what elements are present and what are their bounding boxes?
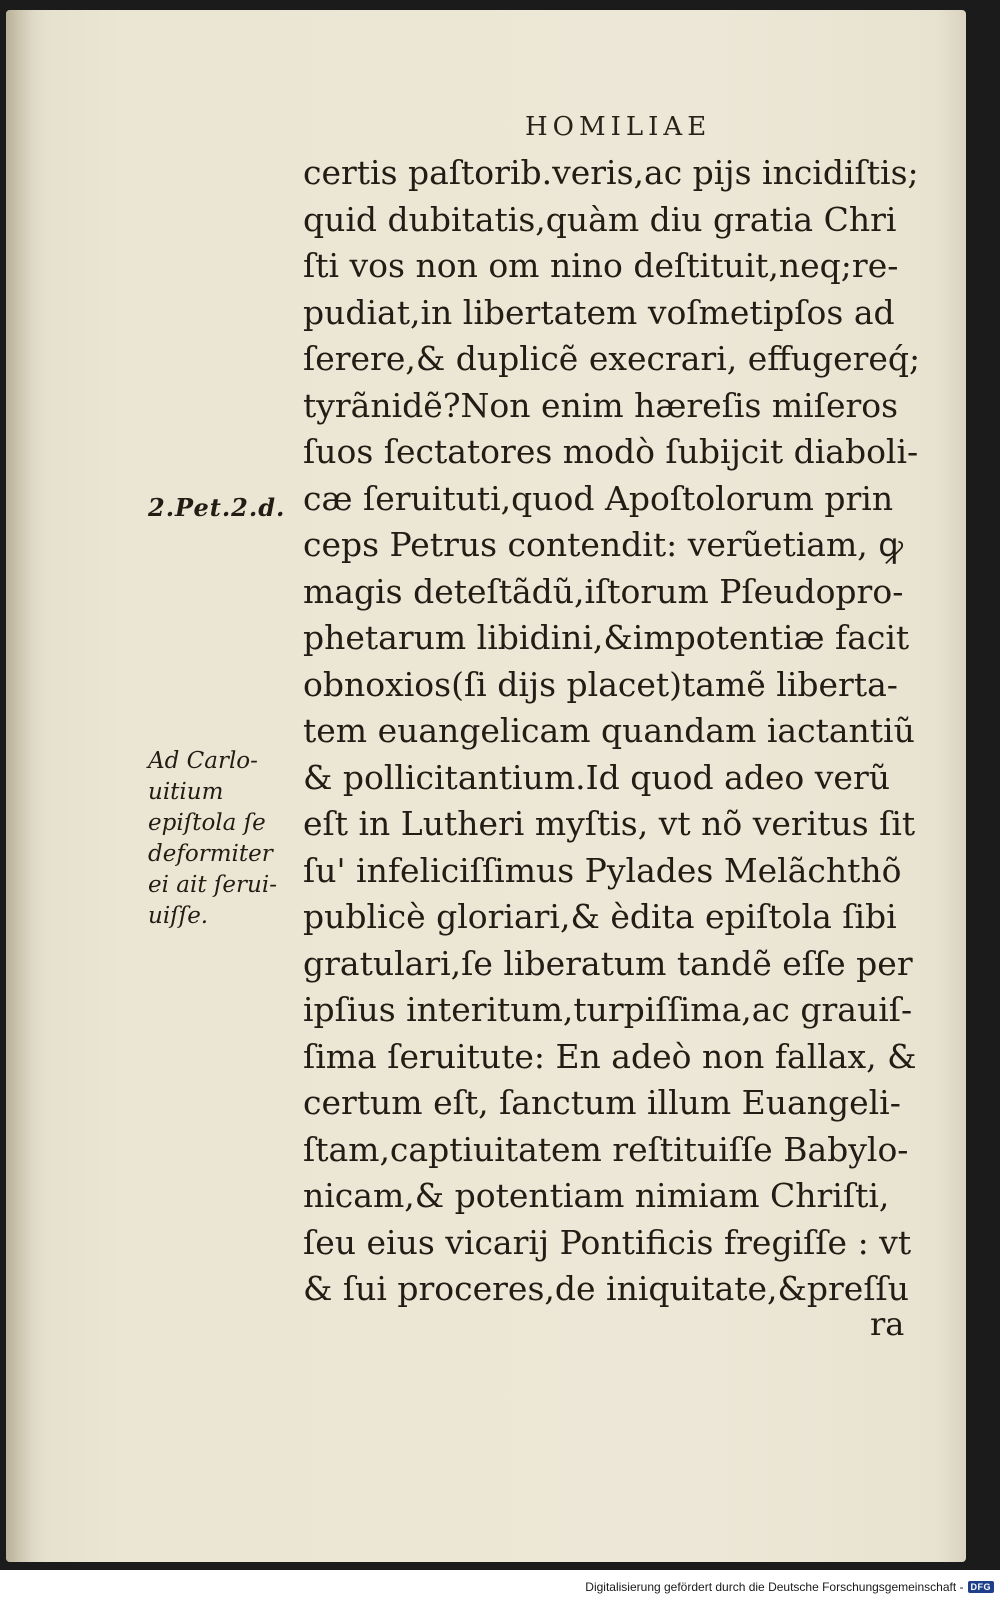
body-line: & ſui proceres,de iniquitate,&preſſu	[303, 1269, 910, 1308]
marginal-note-line: deformiter	[148, 841, 273, 867]
body-line: cæ ſeruituti,quod Apoſtolorum prin	[303, 478, 894, 518]
body-line: nicam,& potentiam nimiam Chriſti,	[303, 1176, 890, 1215]
marginal-note-line: uiſſe.	[148, 903, 209, 929]
body-line: ſti vos non om nino deſtituit,neq;re-	[303, 246, 899, 285]
digitization-footer	[585, 1580, 994, 1594]
catchword: ra	[870, 1305, 905, 1343]
body-line: ſuos ſectatores modò ſubijcit diaboli-	[303, 432, 919, 471]
body-line: ſerere,& duplicẽ execrari, effugereq́;	[303, 339, 921, 378]
body-line: publicè gloriari,& èdita epiſtola ſibi	[303, 897, 897, 936]
page-gutter-shadow	[6, 10, 32, 1562]
body-line: phetarum libidini,&impotentiæ facit	[303, 618, 910, 657]
body-line: ſima ſeruitute: En adeò non fallax, &	[303, 1036, 917, 1076]
body-line: obnoxios(ſi dijs placet)tamẽ liberta-	[303, 664, 898, 704]
body-line: certis paſtorib.veris,ac pijs incidiſtis;	[303, 153, 919, 192]
marginal-note-line: uitium	[148, 779, 224, 805]
marginal-reference: 2.Pet.2.d.	[148, 493, 286, 522]
body-line: ſeu eius vicarij Pontificis fregiſſe : vt	[303, 1222, 912, 1262]
body-line: ipſius interitum,turpiſſima,ac grauiſ-	[303, 990, 913, 1029]
body-text	[303, 150, 943, 1313]
body-line: pudiat,in libertatem voſmetipſos ad	[303, 292, 895, 332]
body-line: & pollicitantium.Id quod adeo verũ	[303, 757, 890, 797]
body-line: certum eſt, ſanctum illum Euangeli-	[303, 1083, 901, 1122]
running-head: HOMILIAE	[525, 112, 712, 142]
marginal-note-line: ei ait ſerui-	[148, 872, 277, 898]
body-line: magis deteſtãdũ,iſtorum Pſeudopro-	[303, 571, 904, 611]
marginal-note-line: Ad Carlo-	[148, 748, 258, 774]
marginal-note	[148, 746, 277, 932]
footer-text: Digitalisierung gefördert durch die Deutsche Forschungsgemeinschaft -	[585, 1580, 964, 1594]
body-line: ceps Petrus contendit: verũetiam, ꝙ	[303, 525, 903, 564]
body-line: tyrãnidẽ?Non enim hæreſis miſeros	[303, 385, 899, 425]
body-line: ſu' infeliciſſimus Pylades Melãchthõ	[303, 850, 902, 890]
body-line: eſt in Lutheri myſtis, vt nõ veritus ſit	[303, 804, 916, 843]
marginal-note-line: epiſtola ſe	[148, 810, 266, 836]
dfg-logo: DFG	[968, 1581, 995, 1593]
body-line: ſtam,captiuitatem reſtituiſſe Babylo-	[303, 1129, 909, 1169]
body-line: tem euangelicam quandam iactantiũ	[303, 711, 915, 750]
body-line: quid dubitatis,quàm diu gratia Chri	[303, 199, 897, 239]
body-line: gratulari,ſe liberatum tandẽ eſſe per	[303, 943, 913, 983]
